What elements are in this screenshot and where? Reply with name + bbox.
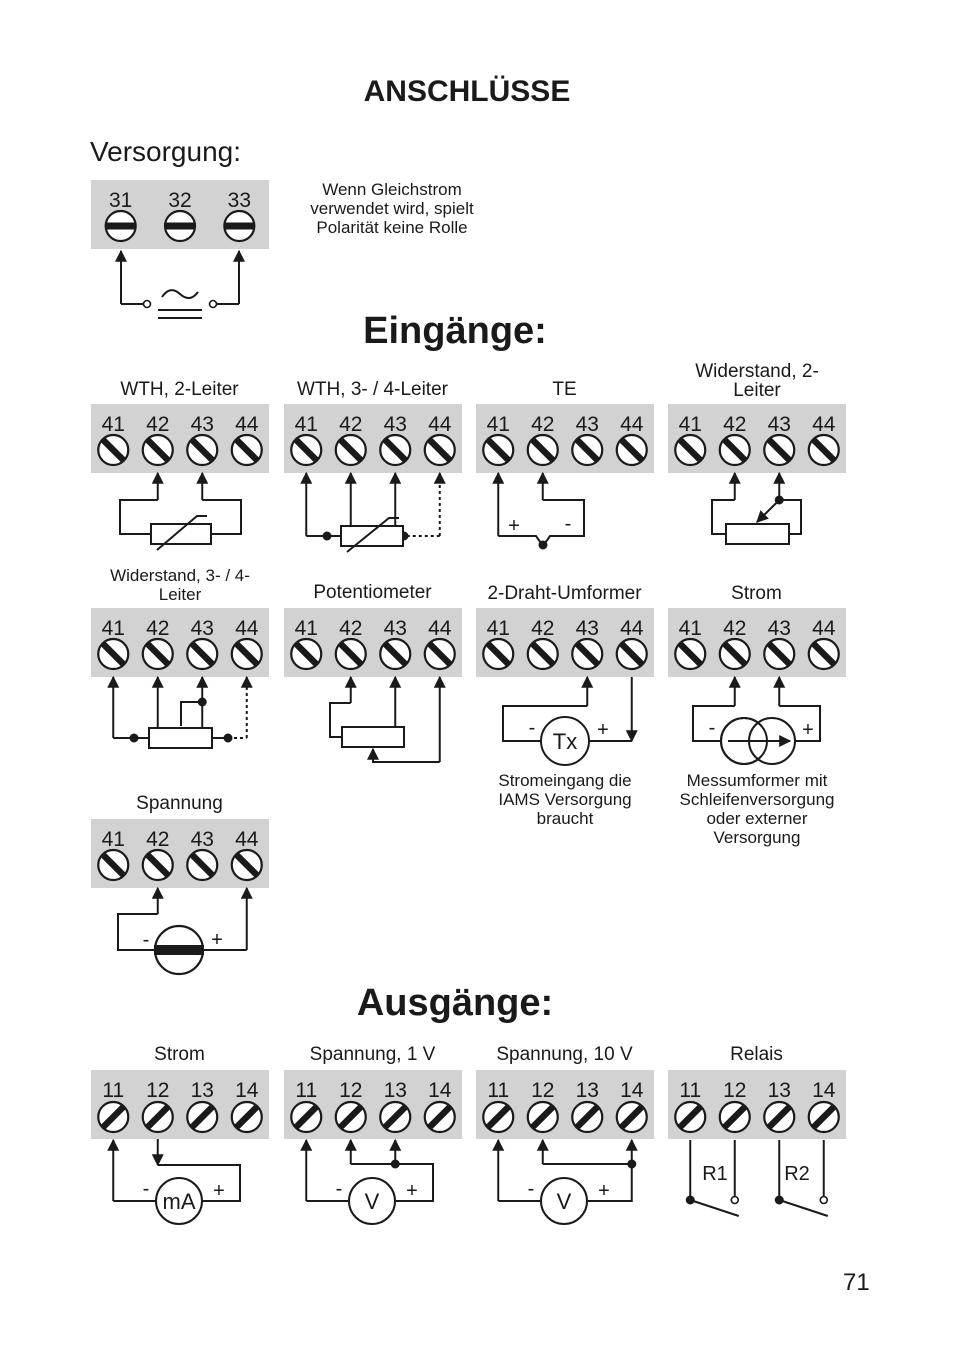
minus-sign: - <box>528 717 536 739</box>
terminal-number: 43 <box>767 617 791 640</box>
terminal-number: 41 <box>294 413 318 436</box>
rtd-resistor <box>341 526 403 546</box>
terminal-number: 42 <box>339 617 363 640</box>
terminal-number: 42 <box>723 413 747 436</box>
resistor <box>726 524 789 544</box>
screw-icon <box>98 639 128 669</box>
screw-icon <box>106 211 136 241</box>
plus-sign: + <box>406 1180 418 1202</box>
terminal-number: 12 <box>339 1079 363 1102</box>
voltage-source-bar <box>155 946 203 954</box>
terminal-number: 41 <box>678 413 702 436</box>
screw-icon <box>187 850 217 880</box>
screw-slot <box>224 223 254 230</box>
terminal-number: 44 <box>428 617 452 640</box>
terminal-number: 13 <box>575 1079 599 1102</box>
screw-icon <box>291 1102 321 1132</box>
input-label-widerstand-2: Widerstand, 2-Leiter <box>695 361 819 401</box>
plus-sign: + <box>213 1180 225 1202</box>
screw-icon <box>143 1102 173 1132</box>
open-contact <box>731 1197 738 1204</box>
screw-icon <box>675 1102 705 1132</box>
terminal-number: 44 <box>812 413 836 436</box>
minus-sign: - <box>142 929 150 951</box>
screw-icon <box>187 639 217 669</box>
screw-icon <box>336 435 366 465</box>
screw-icon <box>764 435 794 465</box>
terminal-number: 43 <box>383 413 407 436</box>
screw-icon <box>572 1102 602 1132</box>
terminal-number: 42 <box>531 617 555 640</box>
plus-sign: + <box>598 1180 610 1202</box>
minus-sign: - <box>142 1178 150 1200</box>
terminal-number: 12 <box>531 1079 555 1102</box>
terminal-number: 31 <box>108 189 133 212</box>
screw-icon <box>425 1102 455 1132</box>
screw-icon <box>764 639 794 669</box>
terminal-number: 12 <box>146 1079 170 1102</box>
output-label-relais: Relais <box>730 1044 783 1065</box>
input-label-wth-34: WTH, 3- / 4-Leiter <box>297 379 448 400</box>
screw-icon <box>336 1102 366 1132</box>
output-label-spannung-10v: Spannung, 10 V <box>496 1044 633 1065</box>
screw-icon <box>143 850 173 880</box>
screw-icon <box>291 639 321 669</box>
terminal-number: 13 <box>767 1079 791 1102</box>
page-title: ANSCHLÜSSE <box>363 75 571 108</box>
junction-dot <box>540 542 547 549</box>
screw-icon <box>528 1102 558 1132</box>
junction-dot <box>131 735 138 742</box>
screw-icon <box>675 639 705 669</box>
screw-icon <box>232 1102 262 1132</box>
minus-sign: - <box>335 1178 343 1200</box>
input-label-te: TE <box>552 379 577 400</box>
w <box>757 500 779 522</box>
screw-icon <box>483 639 513 669</box>
terminal-number: 43 <box>575 413 599 436</box>
terminal-number: 43 <box>190 617 214 640</box>
minus-sign: - <box>527 1178 535 1200</box>
terminal-number: 33 <box>227 189 252 212</box>
terminal-number: 11 <box>102 1079 125 1102</box>
inputs-heading: Eingänge: <box>363 310 547 352</box>
meter-label: V <box>556 1189 572 1214</box>
screw-icon <box>617 435 647 465</box>
screw-icon <box>809 1102 839 1132</box>
screw-icon <box>187 435 217 465</box>
relay-label-r1: R1 <box>702 1163 728 1185</box>
terminal-number: 44 <box>235 617 259 640</box>
screw-icon <box>143 639 173 669</box>
terminal-number: 11 <box>295 1079 318 1102</box>
terminal-number: 42 <box>146 617 170 640</box>
terminal-number: 41 <box>678 617 702 640</box>
terminal-number: 41 <box>101 413 125 436</box>
screw-icon <box>380 1102 410 1132</box>
page-number: 71 <box>843 1269 870 1296</box>
screw-icon <box>143 435 173 465</box>
screw-icon <box>232 435 262 465</box>
terminal-number: 44 <box>620 617 644 640</box>
screw-icon <box>380 639 410 669</box>
input-label-widerstand-34: Widerstand, 3- / 4-Leiter <box>110 566 250 604</box>
screw-icon <box>224 211 254 241</box>
screw-icon <box>165 211 195 241</box>
terminal-number: 43 <box>190 828 214 851</box>
open-contact <box>820 1197 827 1204</box>
outputs-heading: Ausgänge: <box>356 982 554 1024</box>
terminal-number: 44 <box>428 413 452 436</box>
screw-icon <box>483 1102 513 1132</box>
terminal-number: 14 <box>620 1079 644 1102</box>
terminal-number: 43 <box>767 413 791 436</box>
screw-icon <box>380 435 410 465</box>
rtd-resistor <box>151 524 211 544</box>
meter-label: V <box>364 1189 380 1214</box>
junction-dot <box>628 1161 635 1168</box>
terminal-number: 14 <box>235 1079 259 1102</box>
output-label-strom: Strom <box>154 1044 205 1065</box>
terminal-number: 41 <box>486 413 510 436</box>
screw-icon <box>528 435 558 465</box>
te-minus-sign: - <box>564 513 572 535</box>
screw-icon <box>98 850 128 880</box>
screw-slot <box>106 223 136 230</box>
w <box>181 702 202 726</box>
screw-icon <box>809 435 839 465</box>
screw-icon <box>720 639 750 669</box>
input-label-spannung: Spannung <box>136 793 223 814</box>
terminal-number: 43 <box>383 617 407 640</box>
relay-label-r2: R2 <box>784 1163 810 1185</box>
screw-icon <box>528 639 558 669</box>
screw-icon <box>572 435 602 465</box>
screw-icon <box>98 1102 128 1132</box>
resistor <box>149 728 212 748</box>
output-label-spannung-1v: Spannung, 1 V <box>309 1044 436 1065</box>
terminal-number: 41 <box>101 617 125 640</box>
terminal-number: 43 <box>190 413 214 436</box>
input-label-potentiometer: Potentiometer <box>313 582 432 603</box>
terminal-number: 11 <box>679 1079 702 1102</box>
screw-icon <box>720 435 750 465</box>
terminal-number: 14 <box>428 1079 452 1102</box>
junction-dot <box>199 699 206 706</box>
input-label-strom: Strom <box>731 583 782 604</box>
screw-icon <box>232 850 262 880</box>
supply-heading: Versorgung: <box>90 136 241 167</box>
terminal-number: 42 <box>723 617 747 640</box>
input-label-wth-2: WTH, 2-Leiter <box>120 379 239 400</box>
terminal-number: 13 <box>383 1079 407 1102</box>
transmitter-label: Tx <box>552 729 578 754</box>
terminal-number: 43 <box>575 617 599 640</box>
potentiometer <box>342 727 404 747</box>
open-contact <box>210 301 217 308</box>
screw-icon <box>764 1102 794 1132</box>
input-label-2-draht: 2-Draht-Umformer <box>487 583 642 604</box>
screw-icon <box>617 639 647 669</box>
terminal-number: 12 <box>723 1079 747 1102</box>
input-note-2-draht: Stromeingang die IAMS Versorgung braucht <box>498 771 632 828</box>
junction-dot <box>392 1161 399 1168</box>
input-note-strom: Messumformer mit Schleifenversorgung oder externer Versorgung <box>679 771 835 847</box>
terminal-number: 44 <box>235 828 259 851</box>
terminal-number: 32 <box>168 189 192 212</box>
ac-wave-icon <box>162 290 198 298</box>
plus-sign: + <box>597 719 609 741</box>
supply-note: Wenn Gleichstrom verwendet wird, spielt Polarität keine Rolle <box>310 180 474 237</box>
terminal-number: 44 <box>812 617 836 640</box>
plus-sign: + <box>211 929 223 951</box>
open-contact <box>144 301 151 308</box>
terminal-number: 41 <box>486 617 510 640</box>
terminal-number: 42 <box>146 413 170 436</box>
terminal-number: 42 <box>531 413 555 436</box>
screw-slot <box>165 223 195 230</box>
te-plus-sign: + <box>508 515 520 537</box>
minus-sign: - <box>708 717 716 739</box>
terminal-number: 41 <box>101 828 125 851</box>
terminal-number: 44 <box>235 413 259 436</box>
screw-icon <box>232 639 262 669</box>
terminal-number: 41 <box>294 617 318 640</box>
w <box>373 749 440 762</box>
screw-icon <box>187 1102 217 1132</box>
screw-icon <box>98 435 128 465</box>
junction-dot <box>225 735 232 742</box>
w <box>118 914 158 950</box>
screw-icon <box>425 639 455 669</box>
screw-icon <box>675 435 705 465</box>
screw-icon <box>572 639 602 669</box>
junction-dot <box>324 533 331 540</box>
terminal-number: 44 <box>620 413 644 436</box>
plus-sign: + <box>802 719 814 741</box>
screw-icon <box>291 435 321 465</box>
screw-icon <box>809 639 839 669</box>
screw-icon <box>617 1102 647 1132</box>
terminal-number: 13 <box>190 1079 214 1102</box>
screw-icon <box>425 435 455 465</box>
screw-icon <box>336 639 366 669</box>
screw-icon <box>720 1102 750 1132</box>
meter-label: mA <box>162 1189 196 1214</box>
terminal-number: 11 <box>487 1079 510 1102</box>
terminal-number: 42 <box>146 828 170 851</box>
terminal-number: 14 <box>812 1079 836 1102</box>
terminal-number: 42 <box>339 413 363 436</box>
screw-icon <box>483 435 513 465</box>
